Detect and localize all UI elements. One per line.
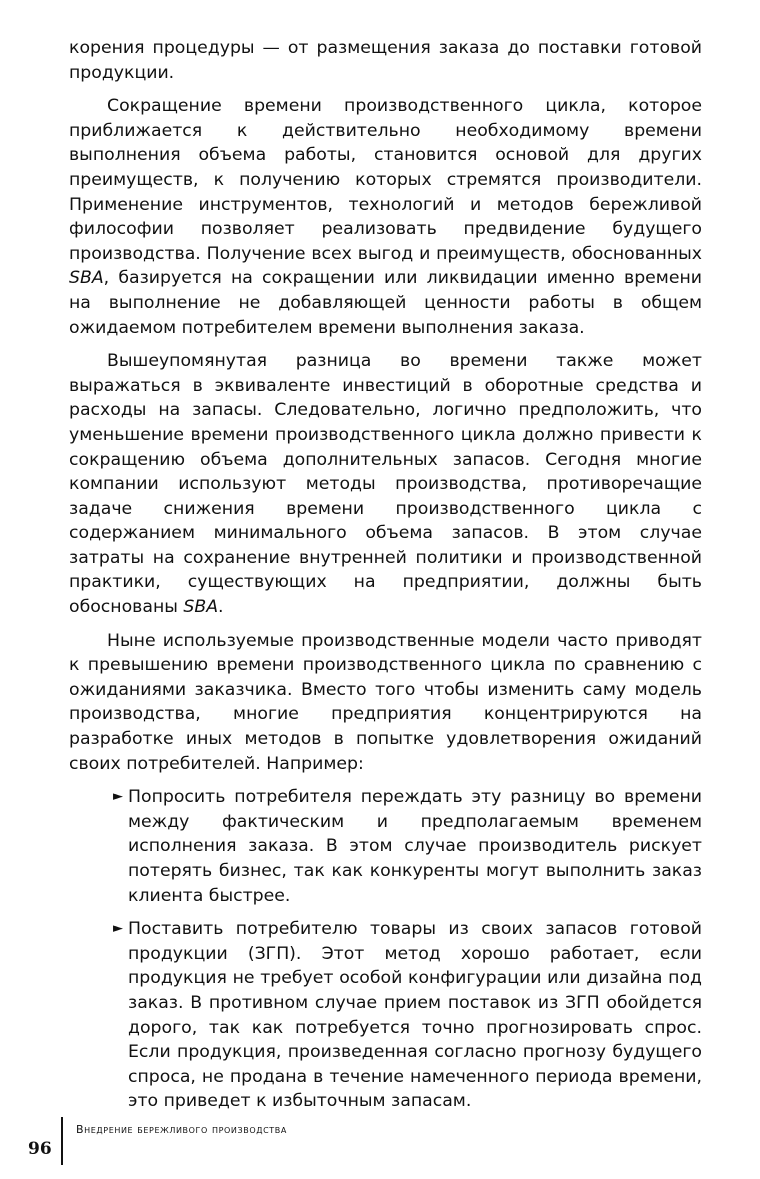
bullet-item-2 [69, 917, 702, 1114]
bullet-text-1: Попросить потребителя переждать эту разницу во времени между фактическим и предполагаемым временем исполнения заказа. В этом случае производитель рискует потерять бизнес, так как конкуренты могут выполнить заказ клиента быстрее. [128, 787, 702, 906]
paragraph-4: Ныне используемые производственные модели часто приводят к превышению времени производственного цикла по сравнению с ожиданиями заказчика. Вместо того чтобы изменить саму модель производства, многие предприятия концентрируются на разработке иных методов в попытке удовлетворения ожиданий своих потребителей. Например: [69, 630, 702, 774]
bullet-item-1 [69, 785, 702, 908]
bullet-text-2: Поставить потребителю товары из своих запасов готовой продукции (ЗГП). Этот метод хорошо работает, если продукция не требует особой конфигурации или дизайна под заказ. В противном случае прием поставок из ЗГП обойдется дорого, так как потребуется точно прогнозировать спрос. Если продукция, произведенная согласно прогнозу будущего спроса, не продана в течение намеченного периода времени, это приведет к избыточным запасам. [128, 919, 702, 1112]
triangle-bullet-icon: ► [113, 789, 123, 805]
paragraph-2: Сокращение времени производственного цикла, которое приближается к действительно необходимому времени выполнения объема работы, становится основой для других преимуществ, к получению которых стремятся производители. Применение инструментов, технологий и методов бережливой философии позволяет реализовать предвидение будущего производства. Получение всех выгод и преимуществ, обоснованных SBA, базируется на сокращении или ликвидации именно времени на выполнение не добавляющей ценности работы в общем ожидаемом потребителем времени выполнения заказа. [69, 96, 702, 338]
sba-abbreviation: SBA [69, 268, 104, 289]
paragraph-3: Вышеупомянутая разница во времени также может выражаться в эквиваленте инвестиций в оборотные средства и расходы на запасы. Следовательно, логично предположить, что уменьшение времени производственного цикла должно привести к сокращению объема дополнительных запасов. Сегодня многие компании используют методы производства, противоречащие задаче снижения времени производственного цикла с содержанием минимального объема запасов. В этом случае затраты на сохранение внутренней политики и производственной практики, существующих на предприятии, должны быть обоснованы SBA. [69, 351, 702, 618]
page-footer [28, 1117, 528, 1177]
page-body [69, 36, 702, 1123]
sba-abbreviation: SBA [183, 597, 219, 618]
paragraph-1: корения процедуры — от размещения заказа до поставки готовой продукции. [69, 38, 702, 83]
running-title: Внедрение бережливого производства [76, 1123, 287, 1136]
footer-divider [61, 1117, 63, 1165]
page-number: 96 [28, 1139, 52, 1159]
triangle-bullet-icon: ► [113, 921, 123, 937]
bullet-list [69, 785, 702, 1114]
